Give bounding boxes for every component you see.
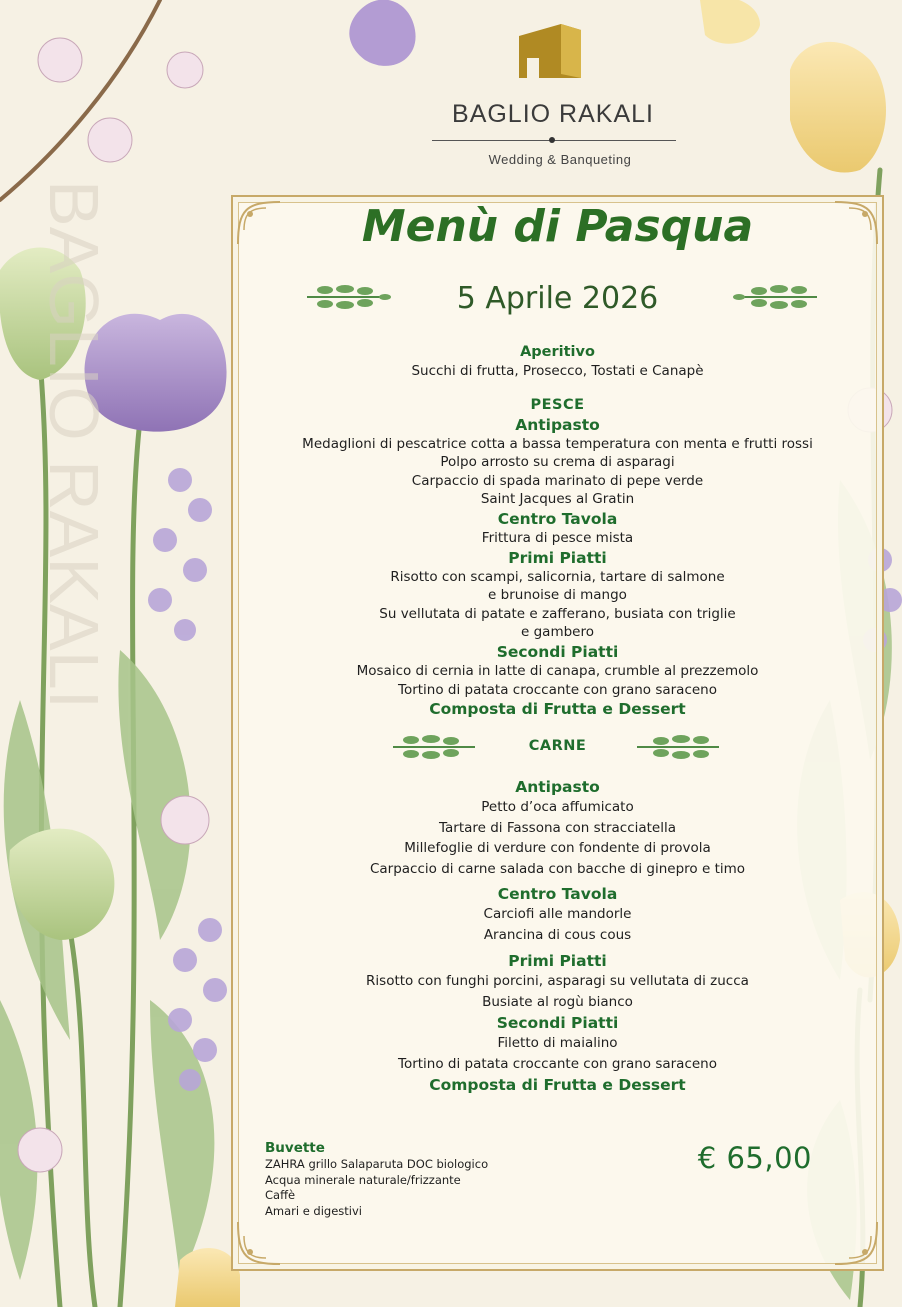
menu-item: e brunoise di mango bbox=[488, 587, 627, 604]
buvette-item: Caffè bbox=[265, 1188, 296, 1202]
pesce-centro-tavola-heading: Centro Tavola bbox=[497, 509, 618, 528]
pesce-antipasto-heading: Antipasto bbox=[515, 415, 600, 434]
carne-primi-heading: Primi Piatti bbox=[508, 952, 607, 971]
section-divider bbox=[231, 719, 884, 763]
pesce-heading: PESCE bbox=[530, 396, 585, 413]
menu-item: Risotto con funghi porcini, asparagi su vellutata di zucca bbox=[366, 973, 749, 990]
pesce-primi-heading: Primi Piatti bbox=[508, 548, 607, 567]
menu-item: Saint Jacques al Gratin bbox=[480, 491, 635, 508]
leaf-sprig-icon bbox=[633, 729, 723, 765]
carne-antipasto-heading: Antipasto bbox=[515, 778, 600, 797]
menu-item: Frittura di pesce mista bbox=[481, 529, 634, 546]
menu-item: Millefoglie di verdure con fondente di provola bbox=[404, 840, 711, 857]
menu-item: Risotto con scampi, salicornia, tartare di salmone bbox=[390, 568, 725, 585]
carne-heading: CARNE bbox=[528, 738, 587, 755]
menu-item: Carciofi alle mandorle bbox=[483, 906, 632, 923]
menu-date: 5 Aprile 2026 bbox=[456, 281, 659, 316]
buvette-item: ZAHRA grillo Salaparuta DOC biologico bbox=[265, 1157, 489, 1171]
menu-item: Polpo arrosto su crema di asparagi bbox=[440, 454, 675, 471]
leaf-sprig-icon bbox=[303, 279, 393, 315]
baglio-rakali-logo-icon bbox=[513, 24, 587, 80]
leaf-sprig-icon bbox=[731, 279, 821, 315]
menu-item: Succhi di frutta, Prosecco, Tostati e Canapè bbox=[411, 363, 704, 379]
menu-body bbox=[231, 342, 884, 1095]
brand-name: BAGLIO RAKALI bbox=[452, 100, 654, 128]
menu-price: € 65,00 bbox=[697, 1141, 812, 1175]
menu-item: Carpaccio di spada marinato di pepe verde bbox=[411, 472, 704, 489]
menu-item: Su vellutata di patate e zafferano, busiata con triglie bbox=[379, 605, 736, 622]
aperitivo-heading: Aperitivo bbox=[520, 344, 595, 360]
pesce-secondi-heading: Secondi Piatti bbox=[496, 642, 619, 661]
menu-item: Tartare di Fassona con stracciatella bbox=[438, 819, 677, 836]
menu-item: Medaglioni di pescatrice cotta a bassa temperatura con menta e frutti rossi bbox=[302, 435, 813, 452]
menu-title: Menù di Pasqua bbox=[361, 201, 754, 252]
brand-divider-dot bbox=[549, 137, 555, 143]
menu-item: Carpaccio di carne salada con bacche di ginepro e timo bbox=[369, 860, 746, 877]
menu-item: Tortino di patata croccante con grano saraceno bbox=[398, 1056, 717, 1073]
svg-text:BAGLIO RAKALI: BAGLIO RAKALI bbox=[35, 180, 113, 710]
brand-subtitle: Wedding & Banqueting bbox=[488, 152, 632, 167]
pesce-dessert-heading: Composta di Frutta e Dessert bbox=[429, 700, 686, 719]
menu-item: Mosaico di cernia in latte di canapa, crumble al prezzemolo bbox=[356, 662, 759, 679]
buvette-item: Amari e digestivi bbox=[265, 1203, 362, 1218]
menu-item: Busiate al rogù bianco bbox=[482, 994, 633, 1011]
menu-item: Filetto di maialino bbox=[497, 1035, 618, 1052]
buvette-block bbox=[265, 1140, 488, 1219]
carne-secondi-heading: Secondi Piatti bbox=[496, 1014, 619, 1033]
carne-dessert-heading: Composta di Frutta e Dessert bbox=[429, 1076, 686, 1095]
carne-centro-tavola-heading: Centro Tavola bbox=[497, 885, 618, 904]
menu-item: Tortino di patata croccante con grano saraceno bbox=[398, 681, 717, 698]
menu-item: Arancina di cous cous bbox=[483, 927, 632, 944]
buvette-heading: Buvette bbox=[265, 1140, 325, 1156]
menu-item: e gambero bbox=[521, 624, 594, 641]
menu-item: Petto d’oca affumicato bbox=[481, 799, 634, 816]
buvette-item: Acqua minerale naturale/frizzante bbox=[265, 1172, 461, 1187]
menu-card bbox=[231, 195, 884, 1271]
